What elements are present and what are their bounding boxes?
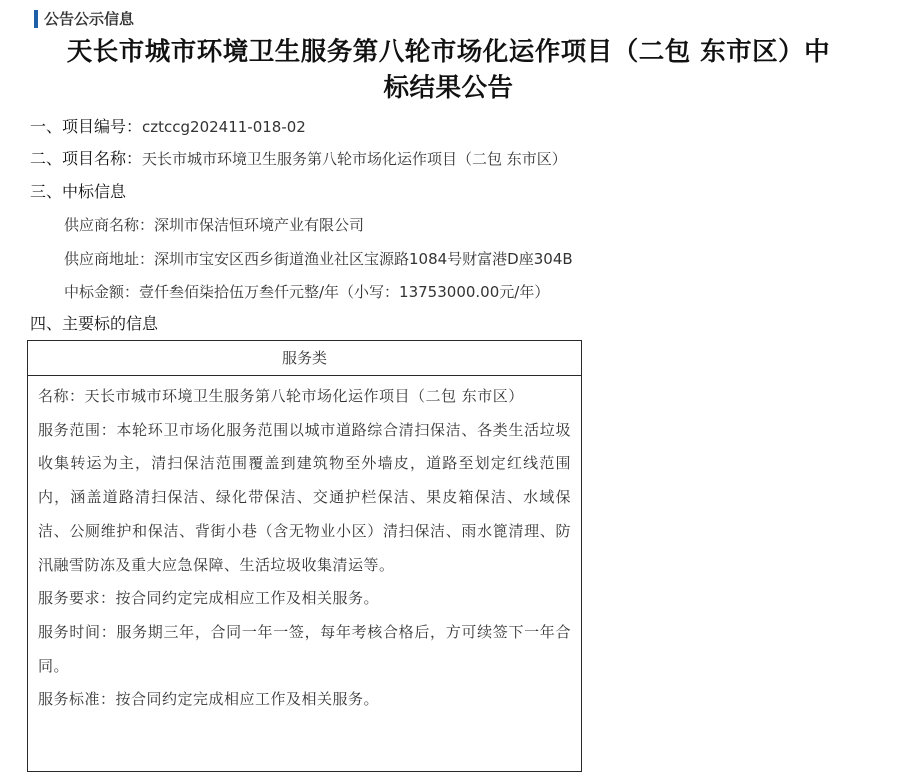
section-tag-bar [34,10,38,28]
supplier-address: 供应商地址：深圳市宝安区西乡街道渔业社区宝源路1084号财富港D座304B [64,250,573,268]
table-row-time: 服务时间：服务期三年，合同一年一签，每年考核合格后，方可续签下一年合同。 [38,622,571,675]
supplier-name: 供应商名称：深圳市保洁恒环境产业有限公司 [64,216,365,234]
main-info-table [27,340,582,772]
project-number-line [30,116,306,138]
award-amount: 中标金额：壹仟叁佰柒拾伍万叁仟元整/年（小写：13753000.00元/年） [64,283,550,301]
page-title-line-2: 标结果公告 [383,73,514,103]
table-header: 服务类 [28,341,581,376]
page-title-line-1: 天长市城市环境卫生服务第八轮市场化运作项目（二包 东市区）中 [66,37,831,67]
table-row-requirement: 服务要求：按合同约定完成相应工作及相关服务。 [38,589,380,608]
section-tag [34,10,134,28]
project-name-value: 天长市城市环境卫生服务第八轮市场化运作项目（二包 东市区） [142,150,567,168]
page-title [20,34,877,106]
table-row-scope: 服务范围：本轮环卫市场化服务范围以城市道路综合清扫保洁、各类生活垃圾收集转运为主，清扫保洁范围覆盖到建筑物至外墙皮，道路至划定红线范围内，涵盖道路清扫保洁、绿化带保洁、交通护栏保洁、果皮箱保洁、水域保洁、公厕维护和保洁、背街小巷（含无物业小区）清扫保洁、雨水篦清理、防汛融雪防冻及重大应急保障、生活垃圾收集清运等。 [38,420,571,574]
table-row-standard: 服务标准：按合同约定完成相应工作及相关服务。 [38,690,380,709]
project-name-label: 二、项目名称： [30,149,143,168]
project-number-label: 一、项目编号： [30,117,143,136]
project-name-line [30,148,567,170]
section-tag-label: 公告公示信息 [44,10,135,28]
main-info-heading: 四、主要标的信息 [30,314,159,333]
award-info-heading: 三、中标信息 [30,182,127,201]
table-body [28,376,581,717]
table-row-name: 名称：天长市城市环境卫生服务第八轮市场化运作项目（二包 东市区） [38,387,524,405]
project-number-value: cztccg202411-018-02 [142,118,306,136]
